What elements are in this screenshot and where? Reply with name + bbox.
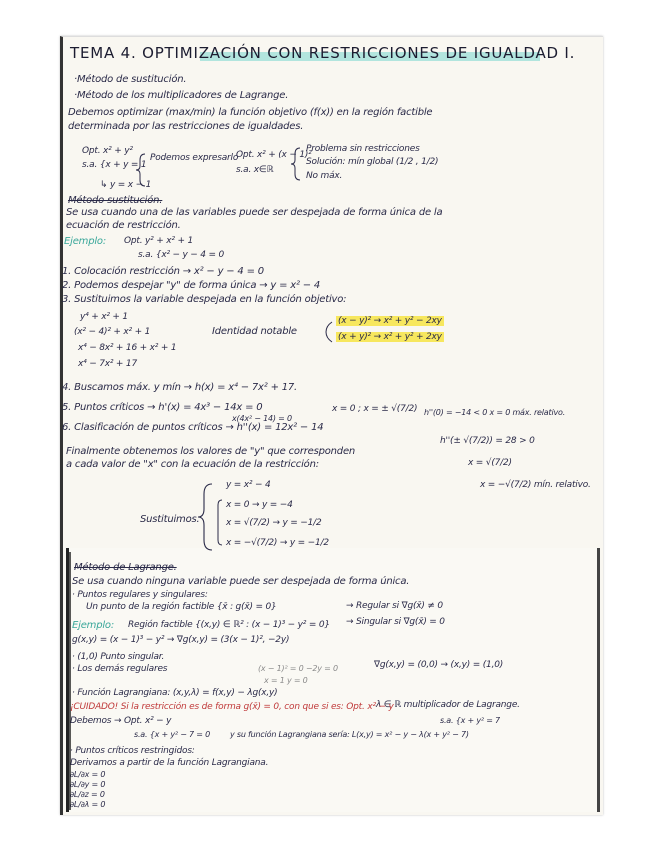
substitution-desc-1: Se usa cuando una de las variables puede ser despejada de forma única de la (66, 207, 443, 218)
gray-note-1: (x − 1)² = 0 −2y = 0 (258, 664, 338, 673)
example1-problem: Problema sin restricciones (306, 144, 420, 154)
substitution-heading: Método sustitución. (68, 195, 163, 206)
must-sa: s.a. {x + y² − 7 = 0 (134, 730, 211, 739)
critical-points: · Puntos críticos restringidos: (70, 746, 195, 756)
example2-opt: Opt. y² + x² + 1 (124, 236, 193, 246)
calc-line-3: x⁴ − 8x² + 16 + x² + 1 (78, 343, 177, 353)
careful-note: ¡CUIDADO! Si la restricción es de forma g(x̄) = 0, con que si es: Opt. x² − y (70, 702, 394, 712)
partial-y: ∂L/∂y = 0 (70, 780, 106, 789)
step-1: 1. Colocación restricción → x² − y − 4 = 0 (62, 266, 264, 277)
example1-sa2: s.a. x∈ℝ (236, 165, 274, 175)
substitution-line-2: x = √(7/2) → y = −1/2 (226, 518, 322, 528)
example1-sa: s.a. {x + y = 1 (82, 160, 147, 170)
example1-brace-note: Podemos expresarlo (150, 153, 239, 163)
substitution-line-1: x = 0 → y = −4 (226, 500, 293, 510)
root-positive: x = √(7/2) (468, 458, 512, 468)
substitution-label: Sustituimos. (140, 514, 200, 525)
identity-1-text: (x − y)² → x² + y² − 2xy (338, 316, 442, 326)
method-item-lagrange: ·Método de los multiplicadores de Lagrange. (74, 90, 289, 101)
step-6: 6. Clasificación de puntos críticos → h''(x) = 12x² − 14 (62, 422, 324, 433)
step-2: 2. Podemos despejar "y" de forma única → y = x² − 4 (62, 280, 321, 291)
step-6-eval: h''(± √(7/2)) = 28 > 0 (440, 436, 535, 446)
step-5-factor: x(4x² − 14) = 0 (232, 414, 292, 423)
example-label: Ejemplo: (64, 236, 107, 247)
lagrange-example-label: Ejemplo: (72, 620, 115, 631)
example1-solution: Solución: mín global (1/2 , 1/2) (306, 157, 439, 167)
final-1: Finalmente obtenemos los valores de "y" que corresponden (66, 446, 356, 457)
step-5-note: h''(0) = −14 < 0 x = 0 máx. relativo. (424, 408, 566, 417)
lagrange-heading: Método de Lagrange. (74, 562, 177, 573)
example1-arrow: ↳ y = x − 1 (100, 180, 152, 190)
identity-label: Identidad notable (212, 326, 297, 337)
final-2: a cada valor de "x" con la ecuación de la restricción: (66, 459, 319, 470)
partial-x: ∂L/∂x = 0 (70, 770, 106, 779)
substitution-line-3: x = −√(7/2) → y = −1/2 (226, 538, 329, 548)
lagrange-bullet-1: · Puntos regulares y singulares: (72, 590, 208, 600)
calc-line-2: (x² − 4)² + x² + 1 (74, 327, 151, 337)
identity-1 (336, 316, 444, 326)
step-3: 3. Sustituimos la variable despejada en la función objetivo: (62, 294, 347, 305)
singular-point-rule: → Singular si ∇g(x̄) = 0 (346, 617, 445, 627)
derive-note: Derivamos a partir de la función Lagrangiana. (70, 758, 269, 768)
lagrange-example-text: Región factible {(x,y) ∈ ℝ² : (x − 1)³ − y² = 0} (128, 620, 330, 630)
step-5-solution: x = 0 ; x = ± √(7/2) (332, 404, 418, 414)
lagrange-desc: Se usa cuando ninguna variable puede ser despejada de forma única. (72, 576, 410, 587)
identity-2 (336, 332, 444, 342)
calc-line-4: x⁴ − 7x² + 17 (78, 359, 137, 369)
careful-sa: s.a. {x + y² = 7 (440, 716, 500, 725)
method-item-substitution: ·Método de sustitución. (74, 74, 187, 85)
step-5: 5. Puntos críticos → h'(x) = 4x³ − 14x = 0 (62, 402, 263, 413)
page-title: TEMA 4. OPTIMIZACIÓN CON RESTRICCIONES DE IGUALDAD I. (70, 44, 576, 62)
step-4: 4. Buscamos máx. y mín → h(x) = x⁴ − 7x² + 17. (62, 382, 298, 393)
intro-statement-2: determinada por las restricciones de igualdades. (68, 121, 304, 132)
must-opt: Debemos → Opt. x² − y (70, 716, 172, 726)
must-lagrangian: y su función Lagrangiana sería: L(x,y) = x² − y − λ(x + y² − 7) (230, 730, 469, 739)
root-negative: x = −√(7/2) mín. relativo. (480, 480, 591, 490)
example2-sa: s.a. {x² − y − 4 = 0 (138, 250, 225, 260)
substitution-desc-2: ecuación de restricción. (66, 220, 181, 231)
partial-lambda: ∂L/∂λ = 0 (70, 800, 106, 809)
lambda-note: λ ∈ ℝ multiplicador de Lagrange. (376, 700, 520, 710)
calc-line-1: y⁴ + x² + 1 (80, 312, 128, 322)
example1-opt2: Opt. x² + (x − 1)² (236, 150, 312, 160)
identity-2-text: (x + y)² → x² + y² + 2xy (338, 332, 442, 342)
example1-no-max: No máx. (306, 171, 343, 181)
regular-point-rule: → Regular si ∇g(x̄) ≠ 0 (346, 601, 443, 611)
others-regular: · Los demás regulares (72, 664, 168, 674)
grad-zero-line: ∇g(x,y) = (0,0) → (x,y) = (1,0) (374, 660, 504, 670)
example1-opt: Opt. x² + y² (82, 146, 133, 156)
g-gradient-line: g(x,y) = (x − 1)³ − y² → ∇g(x,y) = (3(x − 1)², −2y) (72, 635, 290, 645)
lagrange-bullet-1b: Un punto de la región factible {x̄ : g(x̄) = 0} (86, 602, 277, 612)
lagrangian-function: · Función Lagrangiana: (x,y,λ) = f(x,y) − λg(x,y) (72, 688, 278, 698)
substitution-equation: y = x² − 4 (226, 480, 271, 490)
singular-point: · (1,0) Punto singular. (72, 652, 165, 662)
gray-note-2: x = 1 y = 0 (264, 676, 308, 685)
intro-statement-1: Debemos optimizar (max/min) la función objetivo (f(x)) en la región factible (68, 107, 433, 118)
partial-z: ∂L/∂z = 0 (70, 790, 105, 799)
